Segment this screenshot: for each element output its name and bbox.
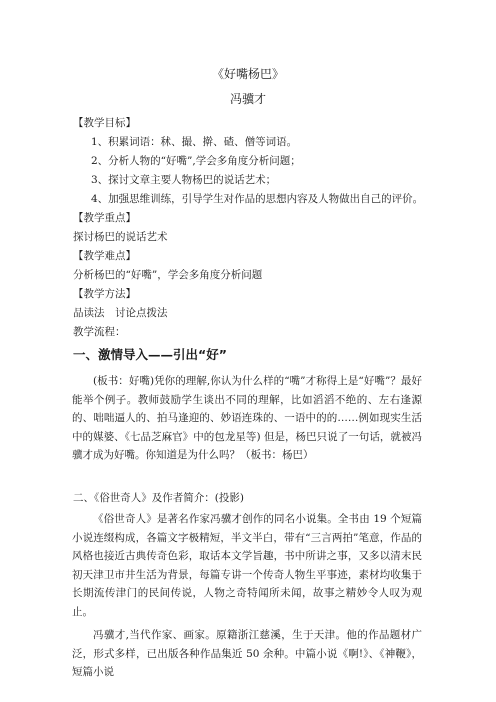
key-text: 探讨杨巴的说话艺术 (73, 231, 168, 243)
difficult-heading: 【教学难点】 (73, 250, 136, 262)
doc-author: 冯骥才 (229, 92, 266, 106)
key-heading: 【教学重点】 (73, 212, 136, 224)
process-label: 教学流程： (73, 326, 126, 338)
section-heading: 二、《俗世奇人》及作者简介：(投影) (73, 492, 244, 504)
doc-title: 《好嘴杨巴》 (211, 67, 284, 81)
section-paragraph: 冯骥才,当代作家、画家。原籍浙江慈溪，生于天津。他的作品题材广泛，形式多样，已出版各种作品集近 50 余种。中篇小说《啊!》、《神鞭》，短篇小说 (72, 629, 422, 679)
method-heading: 【教学方法】 (73, 288, 136, 300)
section-heading: 一、激情导入——引出“好” (73, 347, 227, 362)
section-paragraph: 《俗世奇人》是著名作家冯骥才创作的同名小说集。全书由 19 个短篇小说连缀构成，各篇文字极精短，半文半白，带有“三言两拍”笔意，作品的风格也接近古典传奇色彩，取话本文学旨趣，书中所讲之事，又多以清末民初天津卫市井生活为背景，每篇专讲一个传奇人物生平事迹，素材均收集于长期流传津门的民间传说，人物之奇特闻所未闻，故事之精妙令人叹为观止。 (72, 513, 422, 618)
goal-item: 2、分析人物的“好嘴”,学会多角度分析问题； (91, 155, 301, 167)
goal-item: 1、积累词语：秫、撮、擀、碴、僧等词语。 (91, 136, 298, 148)
goal-item: 3、探讨文章主要人物杨巴的说话艺术； (91, 174, 277, 186)
goal-heading: 【教学目标】 (73, 117, 136, 129)
difficult-text: 分析杨巴的“好嘴”，学会多角度分析问题 (73, 269, 263, 281)
goal-item: 4、加强思维训练，引导学生对作品的思想内容及人物做出自己的评价。 (91, 193, 424, 205)
section-paragraph: (板书：好嘴)凭你的理解,你认为什么样的“嘴”才称得上是“好嘴”？最好能举个例子。教师鼓励学生谈出不同的理解，比如滔滔不绝的、左右逢源的、咄咄逼人的、拍马逢迎的、妙语连珠的、一语中的的……例如现实生活中的媒婆、《七品芝麻官》中的包龙星等) 但是，杨巴只说了一句话，就被冯骥才成为好嘴。你知道是为什么吗？（板书：杨巴） (72, 375, 422, 462)
method-text: 品读法 讨论点拨法 (73, 307, 168, 319)
